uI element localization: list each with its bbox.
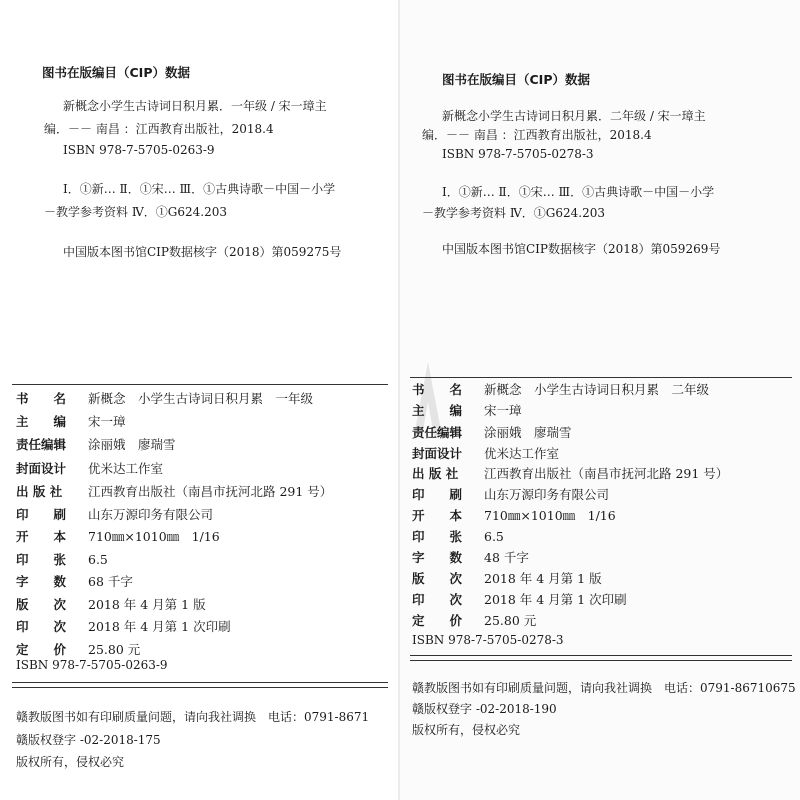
spec-label: 印 刷 bbox=[412, 487, 463, 502]
spec-row bbox=[412, 401, 792, 421]
spec-label: 责任编辑 bbox=[16, 437, 67, 452]
spec-value: 710㎜×1010㎜ 1/16 bbox=[484, 508, 616, 523]
spec-label: 责任编辑 bbox=[412, 425, 463, 440]
footer-line: 赣教版图书如有印刷质量问题，请向我社调换 电话：0791-86710675 bbox=[412, 681, 796, 695]
spec-row bbox=[16, 617, 386, 637]
right-copyright-page bbox=[400, 0, 800, 800]
spec-value: 6.5 bbox=[484, 529, 504, 544]
spec-row bbox=[16, 527, 386, 547]
footer-line: 赣教版图书如有印刷质量问题，请向我社调换 电话：0791-8671 bbox=[16, 710, 370, 724]
cip-line: 编．－－ 南昌 ：江西教育出版社，2018.4 bbox=[44, 122, 274, 136]
spec-row bbox=[412, 464, 792, 484]
spec-row bbox=[16, 550, 386, 570]
spec-value: 25.80 元 bbox=[484, 613, 537, 628]
spec-row bbox=[412, 444, 792, 464]
spec-value: 涂丽娥 廖瑞雪 bbox=[484, 425, 572, 440]
spec-value: 涂丽娥 廖瑞雪 bbox=[88, 437, 176, 452]
cip-line: －教学参考资料 Ⅳ．①G624.203 bbox=[422, 206, 606, 220]
spec-label: 定 价 bbox=[412, 613, 463, 628]
footer-line: 赣版权登字 -02-2018-175 bbox=[16, 733, 161, 747]
spec-row bbox=[16, 505, 386, 525]
spec-label: 书 名 bbox=[412, 382, 463, 397]
spec-label: 印 刷 bbox=[16, 507, 67, 522]
spec-row bbox=[16, 595, 386, 615]
cip-line: ISBN 978-7-5705-0278-3 bbox=[442, 147, 594, 161]
isbn: ISBN 978-7-5705-0278-3 bbox=[412, 633, 564, 647]
spec-label: 印 张 bbox=[412, 529, 463, 544]
spec-label: 书 名 bbox=[16, 391, 67, 406]
spec-row bbox=[16, 389, 386, 409]
spec-value: 新概念 小学生古诗词日积月累 二年级 bbox=[484, 382, 710, 397]
spec-row bbox=[412, 548, 792, 568]
spec-value: 2018 年 4 月第 1 次印刷 bbox=[88, 619, 231, 634]
spec-row bbox=[16, 459, 386, 479]
spec-value: 2018 年 4 月第 1 版 bbox=[484, 571, 602, 586]
spec-label: 字 数 bbox=[412, 550, 463, 565]
cip-line: 中国版本图书馆CIP数据核字（2018）第059269号 bbox=[442, 242, 721, 256]
cip-line: 中国版本图书馆CIP数据核字（2018）第059275号 bbox=[63, 245, 342, 259]
cip-title: 图书在版编目（CIP）数据 bbox=[42, 65, 190, 80]
spec-value: 6.5 bbox=[88, 552, 108, 567]
spec-label: 版 次 bbox=[16, 597, 67, 612]
divider-line bbox=[410, 660, 792, 661]
spec-label: 开 本 bbox=[16, 529, 67, 544]
spec-label: 封面设计 bbox=[412, 446, 463, 461]
spec-value: 山东万源印务有限公司 bbox=[484, 487, 610, 502]
spec-value: 新概念 小学生古诗词日积月累 一年级 bbox=[88, 391, 314, 406]
spec-value: 山东万源印务有限公司 bbox=[88, 507, 214, 522]
spec-value: 宋一璋 bbox=[484, 403, 522, 418]
left-copyright-page bbox=[0, 0, 398, 800]
cip-line: 新概念小学生古诗词日积月累．二年级 / 宋一璋主 bbox=[442, 109, 706, 123]
spec-row bbox=[412, 590, 792, 610]
cip-line: －教学参考资料 Ⅳ．①G624.203 bbox=[44, 205, 228, 219]
cip-line: Ⅰ．①新… Ⅱ．①宋… Ⅲ．①古典诗歌－中国－小学 bbox=[63, 182, 336, 196]
footer-line: 赣版权登字 -02-2018-190 bbox=[412, 702, 557, 716]
footer-line: 版权所有，侵权必究 bbox=[412, 723, 521, 737]
spec-label: 印 次 bbox=[412, 592, 463, 607]
spec-row bbox=[16, 435, 386, 455]
spec-label: 主 编 bbox=[16, 414, 67, 429]
spec-label: 印 次 bbox=[16, 619, 67, 634]
divider-line bbox=[410, 377, 792, 378]
spec-value: 江西教育出版社（南昌市抚河北路 291 号） bbox=[484, 466, 729, 481]
divider-line bbox=[12, 682, 388, 683]
cip-line: 新概念小学生古诗词日积月累．一年级 / 宋一璋主 bbox=[63, 99, 327, 113]
spec-label: 定 价 bbox=[16, 642, 67, 657]
spec-label: 开 本 bbox=[412, 508, 463, 523]
spec-label: 字 数 bbox=[16, 574, 67, 589]
footer-line: 版权所有，侵权必究 bbox=[16, 755, 125, 769]
spec-row bbox=[412, 380, 792, 400]
spec-value: 2018 年 4 月第 1 次印刷 bbox=[484, 592, 627, 607]
spec-row bbox=[16, 640, 386, 660]
spec-label: 主 编 bbox=[412, 403, 463, 418]
spec-value: 25.80 元 bbox=[88, 642, 141, 657]
spec-value: 2018 年 4 月第 1 版 bbox=[88, 597, 206, 612]
spec-row bbox=[412, 527, 792, 547]
divider-line bbox=[410, 655, 792, 656]
spec-value: 优米达工作室 bbox=[484, 446, 560, 461]
spec-label: 版 次 bbox=[412, 571, 463, 586]
spec-row bbox=[16, 412, 386, 432]
cip-title: 图书在版编目（CIP）数据 bbox=[442, 72, 590, 87]
cip-line: 编．－－ 南昌 ：江西教育出版社，2018.4 bbox=[422, 128, 652, 142]
spec-row bbox=[412, 611, 792, 631]
spec-label: 出 版 社 bbox=[412, 466, 459, 481]
spec-label: 印 张 bbox=[16, 552, 67, 567]
spec-label: 封面设计 bbox=[16, 461, 67, 476]
spec-value: 宋一璋 bbox=[88, 414, 126, 429]
spec-value: 68 千字 bbox=[88, 574, 133, 589]
isbn: ISBN 978-7-5705-0263-9 bbox=[16, 658, 168, 672]
spec-row bbox=[16, 482, 386, 502]
spec-row bbox=[412, 485, 792, 505]
divider-line bbox=[12, 384, 388, 385]
spec-value: 优米达工作室 bbox=[88, 461, 164, 476]
spec-row bbox=[412, 423, 792, 443]
spec-row bbox=[412, 569, 792, 589]
spec-value: 江西教育出版社（南昌市抚河北路 291 号） bbox=[88, 484, 333, 499]
spec-value: 48 千字 bbox=[484, 550, 529, 565]
spec-value: 710㎜×1010㎜ 1/16 bbox=[88, 529, 220, 544]
cip-line: ISBN 978-7-5705-0263-9 bbox=[63, 143, 215, 157]
spec-row bbox=[412, 506, 792, 526]
cip-line: Ⅰ．①新… Ⅱ．①宋… Ⅲ．①古典诗歌－中国－小学 bbox=[442, 185, 715, 199]
spec-label: 出 版 社 bbox=[16, 484, 63, 499]
divider-line bbox=[12, 687, 388, 688]
spec-row bbox=[16, 572, 386, 592]
